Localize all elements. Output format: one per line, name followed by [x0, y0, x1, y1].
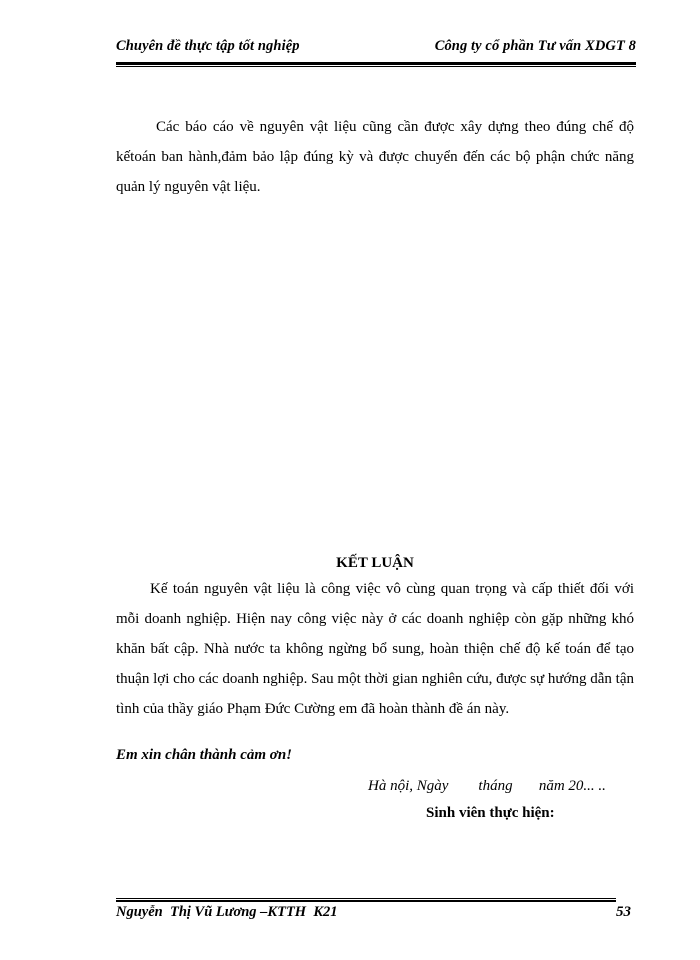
conclusion-heading: KẾT LUẬN	[336, 555, 414, 571]
header-divider	[116, 62, 636, 67]
thanks-line: Em xin chân thành cảm ơn!	[116, 747, 293, 763]
header-right-title: Công ty cổ phần Tư vấn XDGT 8	[434, 38, 636, 54]
signer-label: Sinh viên thực hiện:	[426, 805, 555, 821]
page-number: 53	[616, 904, 631, 920]
footer-author: Nguyễn Thị Vũ Lương –KTTH K21	[116, 904, 338, 920]
date-line: Hà nội, Ngày tháng năm 20... ..	[368, 778, 606, 794]
page-header	[116, 38, 636, 64]
conclusion-paragraph: Kế toán nguyên vật liệu là công việc vô cùng quan trọng và cấp thiết đối với mỗi doanh nghiệp. Hiện nay công việc này ở các doanh nghiệp còn gặp những khó khăn bất cập. Nhà nước ta không ngừng bổ sung, hoàn thiện chế độ kế toán để tạo thuận lợi cho các doanh nghiệp. Sau một thời gian nghiên cứu, được sự hướng dẫn tận tình của thầy giáo Phạm Đức Cường em đã hoàn thành đề án này.	[116, 581, 634, 717]
header-left-title: Chuyên đề thực tập tốt nghiệp	[116, 38, 300, 54]
body-paragraph-1: Các báo cáo về nguyên vật liệu cũng cần được xây dựng theo đúng chế độ kếtoán ban hành,đảm bảo lập đúng kỳ và được chuyển đến các bộ phận chức năng quản lý nguyên vật liệu.	[116, 119, 634, 195]
